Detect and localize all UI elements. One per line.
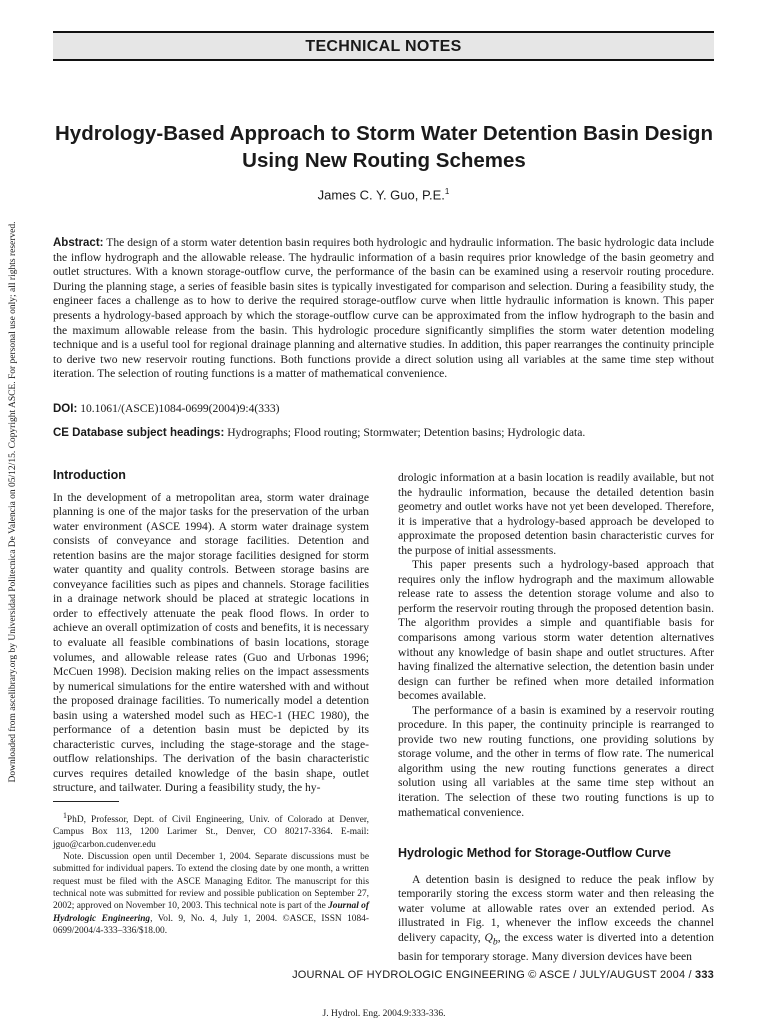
footnote-rule (53, 801, 119, 802)
abstract (53, 236, 714, 382)
body-paragraph: The performance of a basin is examined by a reservoir routing procedure. In this paper, the continuity principle is rearranged to provide two new routing functions, one providing solutions by storage volume, and the other in terms of flow rate. The numerical algorithm using the new routing functions generates a direct solution using all variables at the same time step without an iteration. The selection of these two routing functions is up to mathematical convenience. (398, 703, 714, 819)
right-column (398, 471, 714, 964)
abstract-label: Abstract: (53, 237, 104, 249)
author-name: James C. Y. Guo, P.E. (317, 187, 445, 203)
section-heading-hydrologic-method: Hydrologic Method for Storage-Outflow Curve (398, 846, 671, 861)
section-banner: TECHNICAL NOTES (53, 31, 714, 61)
citation-line: J. Hydrol. Eng. 2004.9:333-336. (322, 1009, 446, 1019)
download-watermark: Downloaded from ascelibrary.org by Universidad Politecnica De Valencia on 05/12/15. Copyright ASCE. For personal use only; all rights reserved. (8, 221, 18, 783)
intro-paragraph: In the development of a metropolitan area, storm water drainage planning is one of the major tasks for the preservation of the urban water environment (ASCE 1994). A storm water drainage system consists of conveyance and storage facilities. Detention and retention basins are the major storage facilities designed for storm water quantity and quality controls. Between storage basins are conveyance facilities such as pipes and channels. Storage facilities in a drainage network should be placed at strategic locations in order to effectively attenuate the peak flood flows. In order to achieve an overall optimization of costs and benefits, it is necessary to evaluate all feasible combinations of basin locations, storage volumes, and allowable release rates (Guo and Urbonas 1996; McCuen 1998). Decision making relies on the impact assessments by numerical simulations for the entire watershed with and without the proposed drainage facilities. To numerically model a detention basin using a watershed model such as HEC-1 (HEC 1980), the performance of a detention basin must be depicted by its characteristic curves, including the stage-storage and the stage-outflow relationships. The derivation of the basin characteristic curves requires detailed knowledge of the basin shape, outlet structure, and tailwater. During a feasibility study, the hy- (53, 490, 369, 795)
footnotes (53, 810, 369, 937)
author-affiliation-footnote: $^1$PhD, Professor, Dept. of Civil Engineering, Univ. of Colorado at Denver, Campus Box 113, 1200 Larimer St., Denver, CO 80217-3364. E-mail: jguo@carbon.cudenver.edu (53, 811, 369, 850)
body-paragraph: This paper presents such a hydrology-based approach that requires only the inflow hydrograph and the maximum allowable release rate to assess the detention storage volume and also to perform the reservoir routing through the proposed detention basin. The algorithm provides a simple and quantifiable basis for comparisons among various storm water detention alternatives without any knowledge of basin shape and outlet structures. After having finalized the alternative selection, the detention basin under design can further be refined when more detailed information becomes available. (398, 558, 714, 703)
author-footnote-mark: 1 (444, 187, 450, 196)
body-paragraph: drologic information at a basin location is readily available, but not the hydraulic information, because the detailed detention basin geometry and outlet works have not yet been developed. Therefore, it is imperative that a hydrology-based approach be developed to approximate the proposed detention basin characteristic curves for the purpose of initial assessments. (398, 471, 714, 557)
doi-label: DOI: (53, 403, 78, 415)
paper-title: Hydrology-Based Approach to Storm Water Detention Basin Design Using New Routing Schemes (55, 122, 713, 172)
abstract-text: The design of a storm water detention basin requires both hydrologic and hydraulic information. The basic hydrologic data include the inflow hydrograph and the allowable release. The hydraulic information of a basin requires prior knowledge of the basin geometry and outlet structures. With a known storage-outflow curve, the performance of the basin can be examined using a reservoir routing procedure. During the planning stage, a series of feasible basin sites is typically investigated for comparison and selection. During a feasibility study, the engineer faces a challenge as to how to derive the required storage-outflow curve when little hydraulic information is known. This paper presents a hydrology-based approach by which the storage-outflow curve can be approximated from the inflow hydrograph to the basin and the maximum allowable release from the basin. This hydrologic procedure significantly simplifies the storm water detention modeling technique and is a useful tool for regional drainage planning and alternative studies. In addition, this paper rearranges the continuity principle to derive two new reservoir routing functions. Both functions provide a direct solution using all variables at the same time step without iteration. The selection of routing functions is a matter of mathematical convenience. (53, 236, 714, 381)
doi-value[interactable]: 10.1061/(ASCE)1084-0699(2004)9:4(333) (80, 402, 280, 415)
math-variable: Q (484, 930, 493, 944)
discussion-note: Note. Discussion open until December 1, 2004. Separate discussions must be submitted for individual papers. To extend the closing date by one month, a written request must be filed with the ASCE Managing Editor. The manuscript for this technical note was submitted for review and possible publication on September 27, 2002; approved on November 10, 2003. This technical note is part of the Journal of Hydrologic Engineering, Vol. 9, No. 4, July 1, 2004. ©ASCE, ISSN 1084-0699/2004/4-333–336/$18.00. (53, 852, 369, 936)
journal-running-footer: JOURNAL OF HYDROLOGIC ENGINEERING © ASCE / JULY/AUGUST 2004 / (292, 969, 692, 981)
section-heading-introduction: Introduction (53, 468, 126, 482)
left-column (53, 468, 369, 796)
page-number: 333 (695, 969, 714, 981)
journal-footer (292, 969, 714, 981)
author-line (53, 187, 714, 202)
subject-headings-label: CE Database subject headings: (53, 427, 225, 439)
subject-headings-line (53, 426, 714, 439)
subject-headings-value: Hydrographs; Flood routing; Stormwater; Detention basins; Hydrologic data. (227, 426, 586, 439)
doi-line (53, 402, 714, 415)
math-subscript: b (492, 936, 498, 948)
body-paragraph: A detention basin is designed to reduce the peak inflow by temporarily storing the excess storm water and then releasing the water volume at allowable rates over an extended period. As illustrated in Fig. 1, whenever the inflow exceeds the channel delivery capacity, $Q_b$, the excess water is diverted into a detention basin for temporary storage. Many diversion devices have been (398, 872, 714, 963)
